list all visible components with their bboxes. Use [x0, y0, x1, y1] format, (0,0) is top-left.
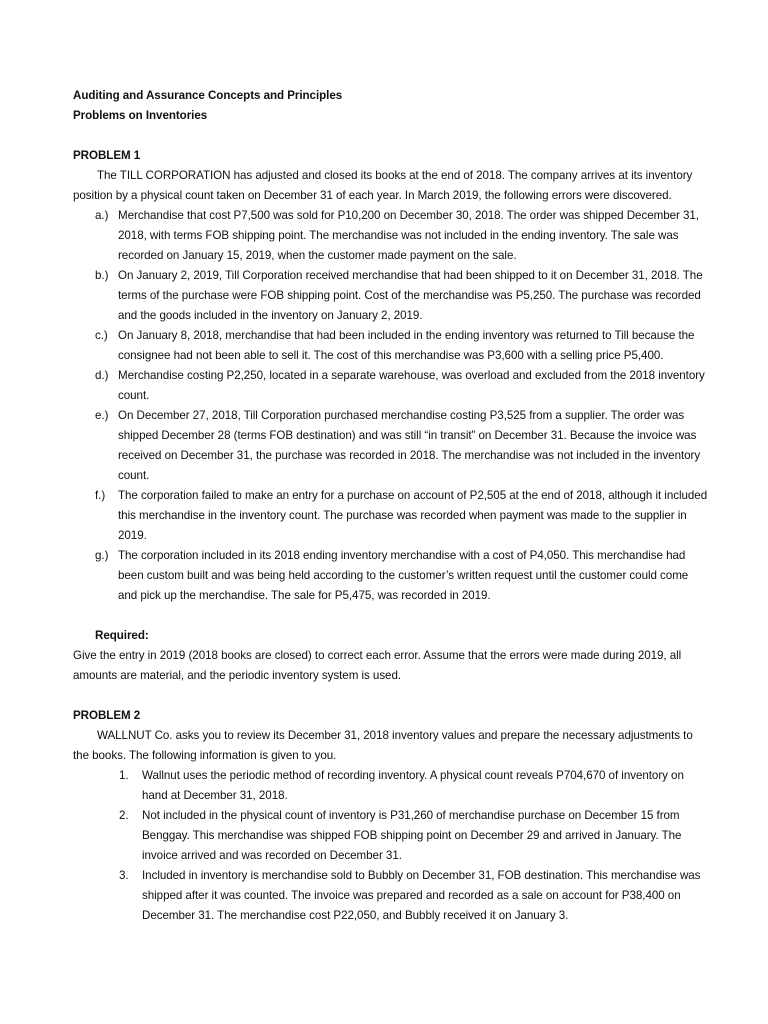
required-text: Give the entry in 2019 (2018 books are closed) to correct each error. Assume that the errors were made during 2019, all amounts are material, and the periodic inventory system is used. — [73, 649, 682, 682]
document-body — [73, 86, 708, 926]
list-item-text: Not included in the physical count of inventory is P31,260 of merchandise purchase on December 15 from Benggay. This merchandise was shipped FOB shipping point on December 29 and arrived in January. The invoice arrived and was recorded on December 31. — [142, 809, 682, 862]
list-item — [95, 406, 708, 486]
list-item-text: The corporation included in its 2018 ending inventory merchandise with a cost of P4,050. This merchandise had been custom built and was being held according to the customer’s written request until the customer could come and pick up the merchandise. The sale for P5,475, was recorded in 2019. — [118, 549, 689, 602]
required-label: Required: — [95, 629, 149, 642]
spacer — [73, 606, 708, 626]
list-marker: c.) — [95, 329, 108, 342]
problem1-error-list — [73, 206, 708, 606]
problem2-info-list — [73, 766, 708, 926]
list-marker: a.) — [95, 209, 109, 222]
list-marker: 3. — [119, 869, 129, 882]
list-item — [95, 266, 708, 326]
list-marker: g.) — [95, 549, 109, 562]
spacer — [73, 126, 708, 146]
list-marker: 2. — [119, 809, 129, 822]
problem2-intro: WALLNUT Co. asks you to review its December 31, 2018 inventory values and prepare the necessary adjustments to the books. The following information is given to you. — [73, 729, 693, 762]
list-marker: e.) — [95, 409, 109, 422]
list-item-text: Merchandise that cost P7,500 was sold for P10,200 on December 30, 2018. The order was shipped December 31, 2018, with terms FOB shipping point. The merchandise was not included in the ending inventory. The sale was recorded on January 15, 2019, when the customer made payment on the sale. — [118, 209, 699, 262]
list-item-text: Merchandise costing P2,250, located in a separate warehouse, was overload and excluded from the 2018 inventory count. — [118, 369, 705, 402]
list-item — [95, 366, 708, 406]
list-item-text: On December 27, 2018, Till Corporation purchased merchandise costing P3,525 from a supplier. The order was shipped December 28 (terms FOB destination) and was still “in transit” on December 31. Because the invoice was received on December 31, the purchase was recorded in 2018. The merchandise was not included in the inventory count. — [118, 409, 701, 482]
list-item — [95, 546, 708, 606]
problem2-heading: PROBLEM 2 — [73, 709, 141, 722]
spacer — [73, 686, 708, 706]
course-title: Auditing and Assurance Concepts and Principles — [73, 89, 343, 102]
list-item — [119, 766, 708, 806]
list-item-text: On January 2, 2019, Till Corporation received merchandise that had been shipped to it on December 31, 2018. The terms of the purchase were FOB shipping point. Cost of the merchandise was P5,250. The purchase was recorded and the goods included in the inventory on January 2, 2019. — [118, 269, 703, 322]
list-item — [95, 486, 708, 546]
list-item — [119, 806, 708, 866]
list-item — [95, 206, 708, 266]
list-marker: 1. — [119, 769, 129, 782]
document-subtitle: Problems on Inventories — [73, 109, 208, 122]
list-item-text: The corporation failed to make an entry for a purchase on account of P2,505 at the end of 2018, although it included this merchandise in the inventory count. The purchase was recorded when payment was made to the supplier in 2019. — [118, 489, 708, 542]
list-item — [95, 326, 708, 366]
list-marker: d.) — [95, 369, 109, 382]
list-item-text: On January 8, 2018, merchandise that had been included in the ending inventory was returned to Till because the consignee had not been able to sell it. The cost of this merchandise was P3,600 with a selling price P5,400. — [118, 329, 695, 362]
list-marker: f.) — [95, 489, 106, 502]
list-marker: b.) — [95, 269, 109, 282]
problem1-heading: PROBLEM 1 — [73, 149, 141, 162]
list-item-text: Included in inventory is merchandise sold to Bubbly on December 31, FOB destination. This merchandise was shipped after it was counted. The invoice was prepared and recorded as a sale on account for P38,400 on December 31. The merchandise cost P22,050, and Bubbly received it on January 3. — [142, 869, 701, 922]
list-item-text: Wallnut uses the periodic method of recording inventory. A physical count reveals P704,670 of inventory on hand at December 31, 2018. — [142, 769, 684, 802]
problem1-intro: The TILL CORPORATION has adjusted and closed its books at the end of 2018. The company arrives at its inventory position by a physical count taken on December 31 of each year. In March 2019, the following errors were discovered. — [73, 169, 693, 202]
list-item — [119, 866, 708, 926]
